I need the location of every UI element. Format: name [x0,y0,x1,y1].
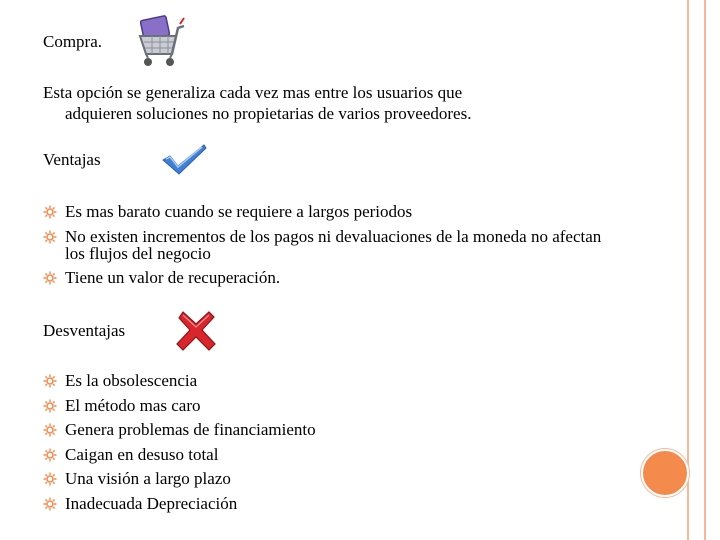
ventajas-list [43,200,643,290]
list-item: Es la obsolescencia [43,369,443,394]
list-item: Tiene un valor de recuperación. [43,266,643,291]
list-item: Es mas barato cuando se requiere a largos periodos [43,200,643,225]
checkmark-icon [160,142,208,176]
list-item: Caigan en desuso total [43,443,443,468]
sun-bullet-icon [43,271,57,285]
sun-bullet-icon [43,423,57,437]
desventajas-heading: Desventajas [43,321,126,340]
sun-bullet-icon [43,448,57,462]
sun-bullet-icon [43,399,57,413]
list-item: Inadecuada Depreciación [43,492,443,517]
decorative-border-line [704,0,706,540]
shopping-cart-icon [136,14,188,70]
list-item: Una visión a largo plazo [43,467,443,492]
decorative-border-line [687,0,689,540]
sun-bullet-icon [43,205,57,219]
list-item: No existen incrementos de los pagos ni devaluaciones de la moneda no afectan los flujos del negocio [43,225,643,266]
sun-bullet-icon [43,374,57,388]
slide-title: Compra. [43,32,103,51]
intro-line-1: Esta opción se generaliza cada vez mas entre los usuarios que [43,83,463,102]
intro-paragraph [43,82,603,124]
cross-icon [173,308,219,354]
list-item: El método mas caro [43,394,443,419]
list-item: Genera problemas de financiamiento [43,418,443,443]
ventajas-heading: Ventajas [43,150,101,169]
intro-line-2: adquieren soluciones no propietarias de varios proveedores. [65,104,472,123]
sun-bullet-icon [43,472,57,486]
sun-bullet-icon [43,230,57,244]
decorative-circle [641,449,689,497]
desventajas-list [43,369,443,516]
sun-bullet-icon [43,497,57,511]
